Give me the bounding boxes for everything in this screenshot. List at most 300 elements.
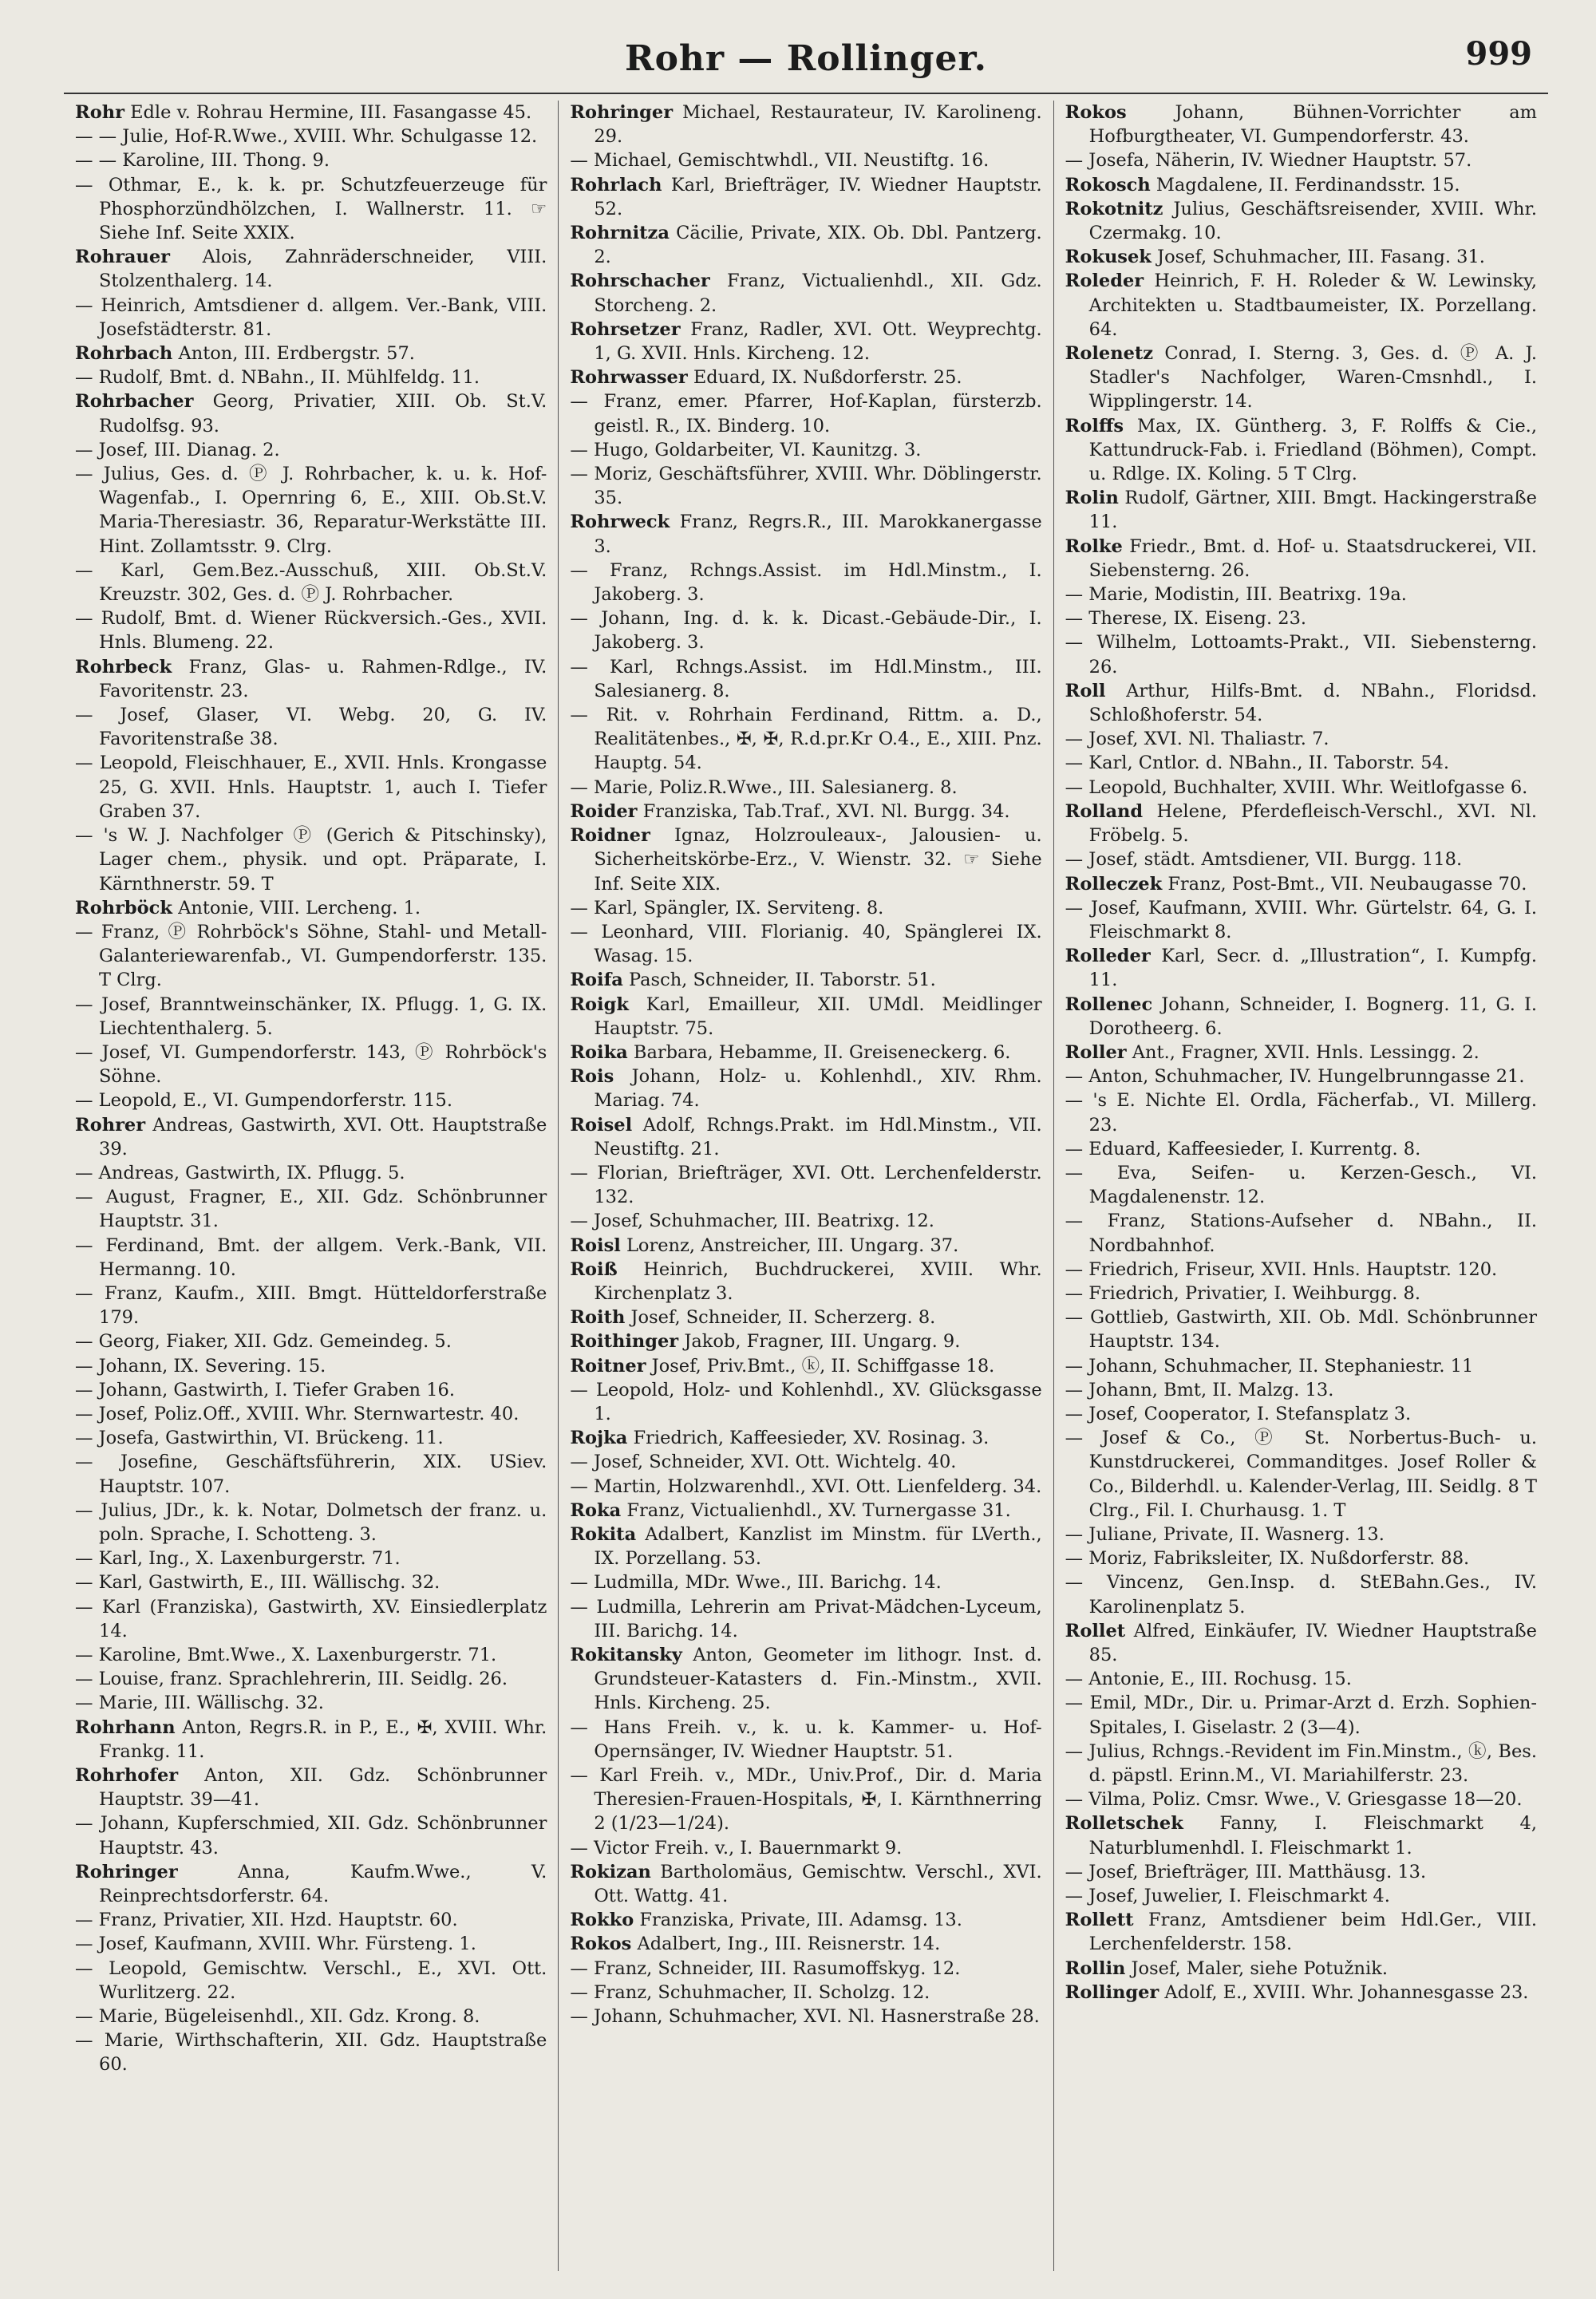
entry-text: Anton, III. Erdbergstr. 57. (178, 343, 415, 365)
entry-text: Anton, XII. Gdz. Schönbrunner Hauptstr. 39—41. (99, 1765, 547, 1811)
directory-entry (570, 1234, 1041, 1258)
directory-entry (1065, 776, 1537, 800)
entry-text: — Josef, Schneider, XVI. Ott. Wichtelg. 40. (570, 1452, 957, 1473)
directory-entry (570, 148, 1041, 172)
column-2 (559, 101, 1053, 2271)
entry-text: — Julius, JDr., k. k. Notar, Dolmetsch der franz. u. poln. Sprache, I. Schotteng. 3. (75, 1499, 547, 1545)
directory-entry (570, 1258, 1041, 1306)
entry-surname: Roka (570, 1499, 622, 1521)
directory-entry (75, 365, 547, 389)
entry-surname: Rohr (75, 102, 124, 123)
entry-surname: Roiß (570, 1258, 618, 1280)
entry-text: — Josef, Poliz.Off., XVIII. Whr. Sternwartestr. 40. (75, 1403, 519, 1424)
entry-text: — 's E. Nichte El. Ordla, Fächerfab., VI. Millerg. 23. (1065, 1090, 1537, 1136)
entry-text: — Franz, Kaufm., XIII. Bmgt. Hütteldorferstraße 179. (75, 1282, 547, 1329)
entry-surname: Rohrbeck (75, 656, 172, 677)
entry-surname: Roller (1065, 1041, 1127, 1063)
entry-text: Cäcilie, Private, XIX. Ob. Dbl. Pantzerg. 2. (594, 223, 1042, 268)
entry-text: — Leopold, Buchhalter, XVIII. Whr. Weitlofgasse 6. (1065, 776, 1528, 798)
directory-entry (570, 1426, 1041, 1450)
directory-entry (75, 173, 547, 246)
directory-entry (570, 1595, 1041, 1643)
entry-text: — Josefa, Gastwirthin, VI. Brückeng. 11. (75, 1428, 444, 1449)
directory-entry (1065, 1065, 1537, 1088)
entry-text: — Vincenz, Gen.Insp. d. StEBahn.Ges., IV. Karolinenplatz 5. (1065, 1572, 1537, 1618)
directory-entry (75, 606, 547, 654)
entry-text: — Therese, IX. Eiseng. 23. (1065, 608, 1307, 630)
entry-text: Heinrich, Buchdruckerei, XVIII. Whr. Kirchenplatz 3. (594, 1258, 1042, 1304)
directory-entry (570, 1932, 1041, 1956)
directory-entry (75, 1716, 547, 1764)
column-1 (64, 101, 559, 2271)
entry-text: — Ferdinand, Bmt. der allgem. Verk.-Bank, VII. Hermanng. 10. (75, 1234, 547, 1280)
entry-surname: Roidner (570, 825, 650, 847)
directory-entry (75, 1041, 547, 1088)
entry-text: Adolf, E., XVIII. Whr. Johannesgasse 23. (1164, 1981, 1529, 2003)
directory-entry (1065, 1740, 1537, 1787)
entry-text: — Marie, Modistin, III. Beatrixg. 19a. (1065, 584, 1407, 606)
entry-text: — Andreas, Gastwirth, IX. Pflugg. 5. (75, 1162, 405, 1183)
entry-surname: Rohrwasser (570, 367, 688, 389)
directory-entry (75, 2028, 547, 2076)
directory-entry (1065, 1860, 1537, 1884)
directory-entry (570, 1065, 1041, 1112)
directory-entry (570, 1354, 1041, 1378)
entry-text: — Josef, Glaser, VI. Webg. 20, G. IV. Favoritenstraße 38. (75, 705, 547, 750)
directory-entry (75, 1088, 547, 1112)
entry-text: Alfred, Einkäufer, IV. Wiedner Hauptstraße 85. (1088, 1620, 1537, 1665)
entry-text: — Josef, XVI. Nl. Thaliastr. 7. (1065, 729, 1329, 750)
entry-text: Fanny, I. Fleischmarkt 4, Naturblumenhdl. I. Fleischmarkt 1. (1088, 1813, 1537, 1859)
directory-entry (1065, 1282, 1537, 1306)
entry-surname: Rokita (570, 1523, 637, 1545)
entry-text: — — Karoline, III. Thong. 9. (75, 150, 330, 172)
entry-text: Adalbert, Kanzlist im Minstm. für LVerth., IX. Porzellang. 53. (594, 1523, 1042, 1570)
entry-text: — Franz, Ⓟ Rohrböck's Söhne, Stahl- und Metall-Galanteriewarenfab., VI. Gumpendorferstr. 135. T Clrg. (75, 921, 547, 991)
directory-entry (570, 101, 1041, 148)
directory-entry (75, 655, 547, 703)
entry-text: — Karl Freih. v., MDr., Univ.Prof., Dir. d. Maria Theresien-Frauen-Hospitals, ✠, I. Kärnthnerring 2 (1/23—1/24). (570, 1765, 1042, 1835)
entry-text: Magdalene, II. Ferdinandsstr. 15. (1156, 174, 1460, 196)
directory-entry (570, 655, 1041, 703)
entry-text: Ant., Fragner, XVII. Hnls. Lessingg. 2. (1132, 1041, 1479, 1063)
entry-text: — Karoline, Bmt.Wwe., X. Laxenburgerstr. 71. (75, 1645, 497, 1665)
entry-text: — Eva, Seifen- u. Kerzen-Gesch., VI. Magdalenenstr. 12. (1065, 1162, 1537, 1208)
entry-text: — Franz, Schuhmacher, II. Scholzg. 12. (570, 1981, 930, 2003)
entry-text: — Leopold, Gemischtw. Verschl., E., XVI. Ott. Wurlitzerg. 22. (75, 1957, 547, 2003)
entry-text: Josef, Schuhmacher, III. Fasang. 31. (1157, 247, 1485, 268)
entry-text: — Karl, Rchngs.Assist. im Hdl.Minstm., III. Salesianerg. 8. (570, 656, 1042, 701)
directory-entry (75, 559, 547, 606)
directory-entry (75, 124, 547, 148)
entry-text: — Josef, Branntweinschänker, IX. Pflugg. 1, G. IX. Liechtenthalerg. 5. (75, 993, 547, 1039)
entry-surname: Rolletschek (1065, 1813, 1183, 1835)
entry-surname: Rohrhann (75, 1716, 176, 1738)
directory-entry (570, 438, 1041, 462)
directory-entry (570, 1716, 1041, 1764)
entry-text: — Johann, Schuhmacher, II. Stephaniestr. 11 (1065, 1355, 1474, 1377)
entry-text: — Ludmilla, MDr. Wwe., III. Barichg. 14. (570, 1572, 942, 1594)
entry-text: — Karl, Ing., X. Laxenburgerstr. 71. (75, 1548, 401, 1570)
entry-surname: Rollett (1065, 1910, 1134, 1931)
directory-entry (570, 221, 1041, 269)
directory-entry (75, 1764, 547, 1811)
directory-entry (75, 462, 547, 559)
entry-text: Arthur, Hilfs-Bmt. d. NBahn., Floridsd. Schloßhoferstr. 54. (1088, 680, 1537, 726)
directory-entry (570, 920, 1041, 968)
directory-entry (75, 1595, 547, 1643)
directory-entry (570, 776, 1041, 800)
entry-text: — Josef, III. Dianag. 2. (75, 439, 280, 460)
entry-text: Josef, Schneider, II. Scherzerg. 8. (630, 1307, 936, 1329)
directory-entry (570, 1450, 1041, 1474)
entry-text: Johann, Schneider, I. Bognerg. 11, G. I. Dorotheerg. 6. (1088, 993, 1537, 1039)
directory-entry (1065, 342, 1537, 414)
entry-text: — Karl, Gem.Bez.-Ausschuß, XIII. Ob.St.V. Kreuzstr. 302, Ges. d. Ⓟ J. Rohrbacher. (75, 559, 547, 606)
directory-entry (75, 1402, 547, 1426)
entry-text: Max, IX. Güntherg. 3, F. Rolffs & Cie., Kattundruck-Fab. i. Friedland (Böhmen), Compt. u. Rdlge. IX. Koling. 5 T Clrg. (1088, 415, 1537, 485)
directory-entry (1065, 1378, 1537, 1402)
entry-text: Pasch, Schneider, II. Taborstr. 51. (629, 970, 936, 991)
directory-entry (1065, 1811, 1537, 1859)
directory-entry (1065, 1209, 1537, 1257)
directory-entry (1065, 173, 1537, 197)
entry-text: — Johann, Bmt, II. Malzg. 13. (1065, 1379, 1334, 1400)
entry-text: — Wilhelm, Lottoamts-Prakt., VII. Siebensterng. 26. (1065, 632, 1537, 677)
entry-surname: Rollin (1065, 1957, 1126, 1979)
entry-surname: Roisl (570, 1234, 621, 1256)
directory-entry (570, 1570, 1041, 1594)
directory-entry (1065, 872, 1537, 896)
entry-surname: Rolleczek (1065, 873, 1163, 895)
entry-text: Franz, Victualienhdl., XII. Gdz. Storcheng. 2. (594, 271, 1042, 316)
entry-text: — Marie, Poliz.R.Wwe., III. Salesianerg. 8. (570, 776, 958, 798)
entry-surname: Rohringer (570, 102, 674, 123)
directory-entry (570, 389, 1041, 437)
directory-entry (570, 173, 1041, 221)
directory-entry (570, 1836, 1041, 1860)
entry-text: Josef, Maler, siehe Potužnik. (1131, 1957, 1388, 1979)
entry-surname: Rolleder (1065, 946, 1151, 967)
entry-text: — Hans Freih. v., k. u. k. Kammer- u. Hof-Opernsänger, IV. Wiedner Hauptstr. 51. (570, 1716, 1042, 1762)
directory-entry (1065, 1088, 1537, 1136)
directory-entry (75, 1354, 547, 1378)
entry-text: — Rudolf, Bmt. d. Wiener Rückversich.-Ges., XVII. Hnls. Blumeng. 22. (75, 608, 547, 654)
entry-text: Adolf, Rchngs.Prakt. im Hdl.Minstm., VII. Neustiftg. 21. (594, 1114, 1042, 1159)
entry-text: — Rit. v. Rohrhain Ferdinand, Rittm. a. D., Realitätenbes., ✠, ✠, R.d.pr.Kr O.4., E., XIII. Pnz. Hauptg. 54. (570, 705, 1042, 774)
directory-entry (570, 703, 1041, 776)
entry-surname: Rolke (1065, 535, 1123, 557)
directory-entry (570, 800, 1041, 824)
directory-entry (1065, 1523, 1537, 1546)
entry-text: Friedrich, Kaffeesieder, XV. Rosinag. 3. (633, 1428, 990, 1449)
directory-entry (570, 1161, 1041, 1209)
directory-entry (1065, 800, 1537, 847)
entry-text: — Josef, Schuhmacher, III. Beatrixg. 12. (570, 1211, 934, 1232)
entry-text: — Franz, Schneider, III. Rasumoffskyg. 12. (570, 1957, 961, 1979)
directory-entry (1065, 1306, 1537, 1353)
directory-entry (75, 1932, 547, 1956)
entry-surname: Rokko (570, 1910, 634, 1931)
entry-text: — Moriz, Fabriksleiter, IX. Nußdorferstr. 88. (1065, 1548, 1470, 1570)
entry-text: — Anton, Schuhmacher, IV. Hungelbrunngasse 21. (1065, 1066, 1525, 1088)
entry-text: Johann, Bühnen-Vorrichter am Hofburgtheater, VI. Gumpendorferstr. 43. (1088, 102, 1537, 148)
entry-surname: Rojka (570, 1428, 628, 1449)
entry-surname: Rohrlach (570, 174, 662, 196)
entry-surname: Roitner (570, 1355, 646, 1377)
directory-entry (1065, 148, 1537, 172)
directory-entry (75, 993, 547, 1041)
directory-entry (75, 389, 547, 437)
directory-entry (75, 1860, 547, 1908)
directory-entry (1065, 630, 1537, 678)
directory-entry (570, 1378, 1041, 1426)
directory-entry (1065, 1908, 1537, 1956)
entry-text: Andreas, Gastwirth, XVI. Ott. Hauptstraße 39. (99, 1114, 547, 1159)
directory-entry (75, 101, 547, 124)
entry-surname: Roider (570, 800, 638, 822)
directory-entry (1065, 1667, 1537, 1691)
entry-text: Franziska, Private, III. Adamsg. 13. (639, 1910, 962, 1931)
directory-entry (75, 1811, 547, 1859)
entry-text: — Franz, Privatier, XII. Hzd. Hauptstr. 60. (75, 1910, 458, 1931)
entry-text: — Karl, Spängler, IX. Serviteng. 8. (570, 897, 884, 918)
directory-entry (570, 1643, 1041, 1716)
directory-entry (570, 1957, 1041, 1981)
entry-text: — — Julie, Hof-R.Wwe., XVIII. Whr. Schulgasse 12. (75, 126, 538, 148)
entry-surname: Rohrer (75, 1114, 146, 1136)
directory-entry (75, 1234, 547, 1282)
entry-text: — Marie, III. Wällischg. 32. (75, 1693, 324, 1714)
entry-surname: Roifa (570, 970, 623, 991)
directory-entry (1065, 1619, 1537, 1667)
entry-text: — Ludmilla, Lehrerin am Privat-Mädchen-Lyceum, III. Barichg. 14. (570, 1596, 1042, 1641)
entry-text: Karl, Briefträger, IV. Wiedner Hauptstr. 52. (594, 174, 1042, 219)
entry-text: — Antonie, E., III. Rochusg. 15. (1065, 1669, 1352, 1690)
directory-entry (570, 1860, 1041, 1908)
entry-surname: Rohrnitza (570, 223, 670, 244)
entry-text: — Friedrich, Privatier, I. Weihburgg. 8. (1065, 1282, 1421, 1304)
directory-entry (75, 1499, 547, 1546)
directory-entry (75, 1570, 547, 1594)
entry-surname: Roisel (570, 1114, 633, 1136)
directory-entry (570, 1209, 1041, 1233)
entry-surname: Rohringer (75, 1861, 178, 1882)
directory-entry (1065, 1402, 1537, 1426)
entry-surname: Rohrsetzer (570, 318, 681, 340)
entry-surname: Rohrbach (75, 343, 173, 365)
entry-text: — Johann, Ing. d. k. k. Dicast.-Gebäude-Dir., I. Jakoberg. 3. (570, 608, 1042, 654)
directory-entry (570, 1499, 1041, 1523)
page-number: 999 (1465, 35, 1532, 73)
entry-text: Anton, Regrs.R. in P., E., ✠, XVIII. Whr. Frankg. 11. (99, 1716, 547, 1762)
directory-entry (570, 993, 1041, 1041)
entry-text: — Franz, emer. Pfarrer, Hof-Kaplan, fürsterzb. geistl. R., IX. Binderg. 10. (570, 391, 1042, 436)
directory-entry (1065, 751, 1537, 775)
entry-surname: Rohrschacher (570, 271, 710, 292)
entry-text: — Franz, Rchngs.Assist. im Hdl.Minstm., I. Jakoberg. 3. (570, 559, 1042, 606)
directory-entry (75, 751, 547, 824)
entry-text: Karl, Secr. d. „Illustration“, I. Kumpfg. 11. (1088, 946, 1537, 991)
entry-text: Anna, Kaufm.Wwe., V. Reinprechtsdorferstr. 64. (99, 1861, 547, 1907)
directory-entry (1065, 896, 1537, 944)
entry-text: Jakob, Fragner, III. Ungarg. 9. (684, 1331, 961, 1353)
directory-entry (75, 294, 547, 342)
entry-text: Franziska, Tab.Traf., XVI. Nl. Burgg. 34. (642, 800, 1010, 822)
directory-entry (75, 2005, 547, 2028)
directory-entry (1065, 1258, 1537, 1282)
entry-text: — Leopold, Fleischhauer, E., XVII. Hnls. Krongasse 25, G. XVII. Hnls. Hauptstr. 1, auch I. Tiefer Graben 37. (75, 753, 547, 822)
entry-text: — Josef, Kaufmann, XVIII. Whr. Gürtelstr. 64, G. I. Fleischmarkt 8. (1065, 897, 1537, 942)
entry-text: Rudolf, Gärtner, XIII. Bmgt. Hackingerstraße 11. (1088, 488, 1537, 533)
directory-entry (1065, 414, 1537, 487)
entry-text: — Gottlieb, Gastwirth, XII. Ob. Mdl. Schönbrunner Hauptstr. 134. (1065, 1307, 1537, 1353)
page-header (64, 32, 1548, 88)
entry-text: — Michael, Gemischtwhdl., VII. Neustiftg. 16. (570, 150, 990, 172)
entry-text: Bartholomäus, Gemischtw. Verschl., XVI. Ott. Wattg. 41. (594, 1861, 1042, 1907)
directory-entry (75, 896, 547, 920)
entry-text: — Karl, Gastwirth, E., III. Wällischg. 32. (75, 1572, 440, 1594)
entry-text: Michael, Restaurateur, IV. Karolineng. 29. (594, 102, 1042, 148)
directory-entry (1065, 993, 1537, 1041)
directory-entry (1065, 583, 1537, 606)
entry-text: — Julius, Ges. d. Ⓟ J. Rohrbacher, k. u. k. Hof-Wagenfab., I. Opernring 6, E., XIII. Ob.St.V. Maria-Theresiastr. 36, Reparatur-Werkstätte III. Hint. Zollamtsstr. 9. Clrg. (75, 464, 547, 557)
directory-entry (570, 606, 1041, 654)
directory-entry (570, 462, 1041, 510)
entry-text: Adalbert, Ing., III. Reisnerstr. 14. (637, 1934, 941, 1955)
directory-entry (75, 703, 547, 751)
directory-entry (75, 1908, 547, 1932)
directory-entry (1065, 1884, 1537, 1908)
page-title: Rohr — Rollinger. (625, 38, 987, 79)
directory-entry (1065, 1426, 1537, 1523)
directory-entry (570, 968, 1041, 992)
directory-entry (570, 1306, 1041, 1329)
directory-entry (75, 1282, 547, 1329)
directory-entry (75, 148, 547, 172)
entry-surname: Rollinger (1065, 1981, 1159, 2003)
directory-entry (570, 1041, 1041, 1065)
entry-text: — Rudolf, Bmt. d. NBahn., II. Mühlfeldg. 11. (75, 367, 480, 389)
directory-entry (75, 1378, 547, 1402)
entry-surname: Roith (570, 1307, 626, 1329)
entry-text: Friedr., Bmt. d. Hof- u. Staatsdruckerei, VII. Siebensterng. 26. (1088, 535, 1537, 581)
entry-text: — Emil, MDr., Dir. u. Primar-Arzt d. Erzh. Sophien-Spitales, I. Giselastr. 2 (3—4). (1065, 1693, 1537, 1738)
directory-entry (75, 1957, 547, 2005)
directory-entry (570, 365, 1041, 389)
entry-text: — Karl, Cntlor. d. NBahn., II. Taborstr. 54. (1065, 753, 1450, 774)
columns-container (64, 101, 1548, 2271)
entry-surname: Rokusek (1065, 247, 1152, 268)
entry-text: — Josef, städt. Amtsdiener, VII. Burgg. 118. (1065, 849, 1463, 871)
entry-text: — Moriz, Geschäftsführer, XVIII. Whr. Döblingerstr. 35. (570, 464, 1042, 509)
entry-text: — Josef, Briefträger, III. Matthäusg. 13. (1065, 1861, 1427, 1882)
entry-text: — Hugo, Goldarbeiter, VI. Kaunitzg. 3. (570, 439, 922, 460)
directory-entry (570, 1981, 1041, 2005)
directory-entry (1065, 1981, 1537, 2005)
entry-text: — Heinrich, Amtsdiener d. allgem. Ver.-Bank, VIII. Josefstädterstr. 81. (75, 294, 547, 340)
directory-entry (1065, 1570, 1537, 1618)
entry-text: Franz, Victualienhdl., XV. Turnergasse 31. (626, 1499, 1011, 1521)
entry-text: Karl, Emailleur, XII. UMdl. Meidlinger Hauptstr. 75. (594, 993, 1042, 1039)
entry-text: — Louise, franz. Sprachlehrerin, III. Seidlg. 26. (75, 1669, 508, 1690)
entry-surname: Roithinger (570, 1331, 679, 1353)
entry-text: Franz, Post-Bmt., VII. Neubaugasse 70. (1167, 873, 1527, 895)
directory-entry (1065, 1041, 1537, 1065)
header-rule (64, 93, 1548, 94)
entry-surname: Rokosch (1065, 174, 1151, 196)
entry-text: — Josef, VI. Gumpendorferstr. 143, Ⓟ Rohrböck's Söhne. (75, 1041, 547, 1088)
entry-surname: Rohrböck (75, 897, 172, 918)
directory-entry (75, 342, 547, 365)
directory-entry (1065, 944, 1537, 992)
directory-entry (1065, 1354, 1537, 1378)
directory-entry (1065, 1787, 1537, 1811)
entry-text: — Josefine, Geschäftsführerin, XIX. USiev. Hauptstr. 107. (75, 1452, 547, 1497)
directory-entry (1065, 269, 1537, 342)
entry-text: — Marie, Bügeleisenhdl., XII. Gdz. Krong. 8. (75, 2006, 480, 2028)
entry-text: — Josef, Cooperator, I. Stefansplatz 3. (1065, 1403, 1412, 1424)
entry-text: — Josefa, Näherin, IV. Wiedner Hauptstr. 57. (1065, 150, 1472, 172)
directory-entry (75, 1185, 547, 1233)
directory-entry (75, 1643, 547, 1667)
entry-text: Alois, Zahnräderschneider, VIII. Stolzenthalerg. 14. (99, 247, 547, 292)
directory-entry (570, 318, 1041, 365)
directory-entry (1065, 535, 1537, 583)
column-3 (1054, 101, 1548, 2271)
directory-entry (75, 1691, 547, 1715)
directory-entry (570, 1908, 1041, 1932)
entry-text: — Josef, Juwelier, I. Fleischmarkt 4. (1065, 1886, 1390, 1907)
entry-text: Edle v. Rohrau Hermine, III. Fasangasse 45. (130, 102, 532, 123)
entry-text: — Karl (Franziska), Gastwirth, XV. Einsiedlerplatz 14. (75, 1596, 547, 1641)
entry-text: — Johann, Kupferschmied, XII. Gdz. Schönbrunner Hauptstr. 43. (75, 1813, 547, 1859)
entry-text: — Victor Freih. v., I. Bauernmarkt 9. (570, 1837, 903, 1859)
entry-text: Johann, Holz- u. Kohlenhdl., XIV. Rhm. Mariag. 74. (594, 1066, 1042, 1112)
entry-text: — Marie, Wirthschafterin, XII. Gdz. Hauptstraße 60. (75, 2030, 547, 2076)
entry-text: — Friedrich, Friseur, XVII. Hnls. Hauptstr. 120. (1065, 1258, 1498, 1280)
entry-surname: Roigk (570, 993, 629, 1015)
entry-surname: Roleder (1065, 271, 1144, 292)
directory-entry (75, 1546, 547, 1570)
directory-entry (570, 1113, 1041, 1161)
entry-text: — Juliane, Private, II. Wasnerg. 13. (1065, 1523, 1385, 1545)
entry-text: — Julius, Rchngs.-Revident im Fin.Minstm., ⓚ, Bes. d. päpstl. Erinn.M., VI. Mariahilferstr. 23. (1065, 1740, 1537, 1787)
directory-entry (570, 1475, 1041, 1499)
entry-text: Julius, Geschäftsreisender, XVIII. Whr. Czermakg. 10. (1088, 198, 1537, 244)
entry-text: Eduard, IX. Nußdorferstr. 25. (693, 367, 962, 389)
entry-surname: Rois (570, 1066, 614, 1088)
directory-entry (1065, 606, 1537, 630)
directory-entry (75, 1450, 547, 1498)
directory-entry (570, 559, 1041, 606)
entry-surname: Rokitansky (570, 1645, 682, 1665)
entry-text: — Georg, Fiaker, XII. Gdz. Gemeindeg. 5. (75, 1331, 452, 1353)
directory-entry (1065, 679, 1537, 727)
entry-text: Conrad, I. Sterng. 3, Ges. d. Ⓟ A. J. Stadler's Nachfolger, Waren-Cmsnhdl., I. Wipplingerstr. 14. (1088, 343, 1537, 413)
directory-entry (570, 1329, 1041, 1353)
entry-text: Ignaz, Holzrouleaux-, Jalousien- u. Sicherheitskörbe-Erz., V. Wienstr. 32. ☞ Siehe Inf. Seite XIX. (594, 825, 1042, 895)
entry-surname: Rohrauer (75, 247, 171, 268)
entry-text: Franz, Regrs.R., III. Marokkanergasse 3. (594, 512, 1042, 557)
entry-text: Franz, Radler, XVI. Ott. Weyprechtg. 1, G. XVII. Hnls. Kircheng. 12. (594, 318, 1042, 365)
entry-text: — Leonhard, VIII. Florianig. 40, Spänglerei IX. Wasag. 15. (570, 921, 1042, 967)
directory-entry (1065, 1957, 1537, 1981)
entry-text: Josef, Priv.Bmt., ⓚ, II. Schiffgasse 18. (651, 1355, 995, 1377)
directory-entry (1065, 486, 1537, 534)
entry-text: — Johann, Gastwirth, I. Tiefer Graben 16. (75, 1379, 455, 1400)
directory-entry (570, 1523, 1041, 1570)
